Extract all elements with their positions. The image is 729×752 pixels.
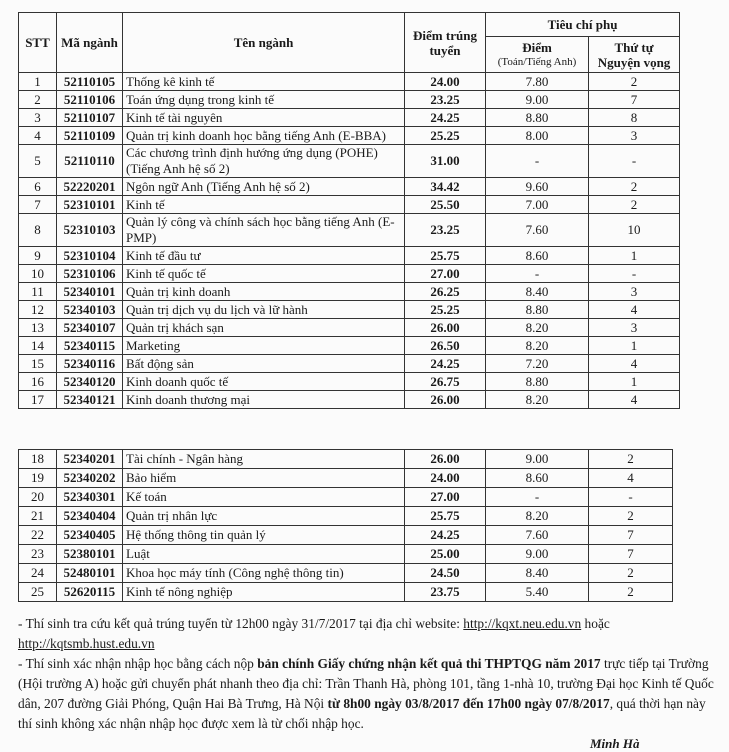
cell-order: 3 (589, 319, 680, 337)
table-row (19, 247, 680, 265)
table-top-body (19, 73, 680, 409)
cell-crit-score: 8.60 (486, 247, 589, 265)
col-header-score: Điểm trúng tuyển (405, 13, 486, 73)
cell-score: 23.75 (405, 583, 486, 602)
cell-score: 25.50 (405, 196, 486, 214)
cell-stt: 18 (19, 450, 57, 469)
cell-crit-score: 5.40 (486, 583, 589, 602)
cell-name: Ngôn ngữ Anh (Tiếng Anh hệ số 2) (123, 178, 405, 196)
cell-name: Khoa học máy tính (Công nghệ thông tin) (123, 564, 405, 583)
cell-name: Bảo hiểm (123, 469, 405, 488)
col-header-criteria: Tiêu chí phụ (486, 13, 680, 37)
cell-name: Kinh doanh quốc tế (123, 373, 405, 391)
cell-code: 52310101 (57, 196, 123, 214)
cell-stt: 12 (19, 301, 57, 319)
cell-stt: 9 (19, 247, 57, 265)
cell-score: 23.25 (405, 214, 486, 247)
table-row (19, 450, 673, 469)
col-header-crit-order (589, 37, 680, 73)
cell-crit-score: 9.00 (486, 450, 589, 469)
hust-link[interactable]: http://kqtsmb.hust.edu.vn (18, 636, 155, 651)
cell-crit-score: 8.00 (486, 127, 589, 145)
cell-order: 4 (589, 391, 680, 409)
cell-score: 26.00 (405, 319, 486, 337)
cell-order: 2 (589, 196, 680, 214)
cell-score: 26.25 (405, 283, 486, 301)
cell-stt: 2 (19, 91, 57, 109)
cell-name: Luật (123, 545, 405, 564)
note-2-end: , quá thời hạn này thí sinh không xác nhận nhập học được xem là từ chối nhập học. (18, 696, 706, 731)
cell-order: 1 (589, 247, 680, 265)
cell-crit-score: 8.40 (486, 283, 589, 301)
cell-order: 1 (589, 373, 680, 391)
cell-name: Tài chính - Ngân hàng (123, 450, 405, 469)
cell-order: 2 (589, 178, 680, 196)
cell-order: 3 (589, 127, 680, 145)
cell-name: Kinh tế tài nguyên (123, 109, 405, 127)
cell-code: 52340201 (57, 450, 123, 469)
table-row (19, 507, 673, 526)
cell-crit-score: 7.60 (486, 214, 589, 247)
cell-crit-score: 9.60 (486, 178, 589, 196)
cell-stt: 22 (19, 526, 57, 545)
table-row (19, 319, 680, 337)
cell-crit-score: 7.00 (486, 196, 589, 214)
note-2-bold-dates: từ 8h00 ngày 03/8/2017 đến 17h00 ngày 07/8/2017 (327, 696, 610, 711)
admission-table-top (18, 12, 680, 409)
cell-score: 31.00 (405, 145, 486, 178)
cell-stt: 23 (19, 545, 57, 564)
cell-order: 7 (589, 526, 673, 545)
cell-name: Quản trị kinh doanh (123, 283, 405, 301)
cell-crit-score: 8.20 (486, 337, 589, 355)
cell-crit-score: 7.60 (486, 526, 589, 545)
signature: Minh Hà (590, 736, 640, 751)
cell-code: 52340120 (57, 373, 123, 391)
cell-order: 7 (589, 91, 680, 109)
cell-stt: 16 (19, 373, 57, 391)
cell-crit-score: 7.20 (486, 355, 589, 373)
cell-stt: 11 (19, 283, 57, 301)
table-row (19, 283, 680, 301)
note-2-bold-cert: bản chính Giấy chứng nhận kết quả thi THPTQG năm 2017 (257, 656, 601, 671)
cell-order: 2 (589, 583, 673, 602)
neu-link[interactable]: http://kqxt.neu.edu.vn (463, 616, 582, 631)
crit-score-sub: (Toán/Tiếng Anh) (497, 55, 577, 68)
table-row (19, 583, 673, 602)
cell-code: 52340107 (57, 319, 123, 337)
cell-score: 27.00 (405, 488, 486, 507)
cell-order: 8 (589, 109, 680, 127)
notes-section (18, 614, 722, 734)
cell-name: Thống kê kinh tế (123, 73, 405, 91)
cell-score: 26.50 (405, 337, 486, 355)
cell-score: 24.00 (405, 73, 486, 91)
table-row (19, 109, 680, 127)
cell-crit-score: 8.40 (486, 564, 589, 583)
cell-crit-score: - (486, 488, 589, 507)
cell-score: 24.00 (405, 469, 486, 488)
cell-code: 52340115 (57, 337, 123, 355)
cell-code: 52340101 (57, 283, 123, 301)
col-header-crit-score (486, 37, 589, 73)
cell-score: 24.50 (405, 564, 486, 583)
cell-code: 52310104 (57, 247, 123, 265)
note-1-mid: hoặc (581, 616, 610, 631)
cell-crit-score: - (486, 145, 589, 178)
cell-stt: 6 (19, 178, 57, 196)
cell-code: 52110110 (57, 145, 123, 178)
cell-code: 52110105 (57, 73, 123, 91)
cell-score: 26.75 (405, 373, 486, 391)
cell-order: 4 (589, 355, 680, 373)
cell-stt: 24 (19, 564, 57, 583)
cell-stt: 25 (19, 583, 57, 602)
cell-order: - (589, 145, 680, 178)
cell-score: 25.25 (405, 301, 486, 319)
cell-code: 52340116 (57, 355, 123, 373)
cell-crit-score: 8.20 (486, 391, 589, 409)
cell-crit-score: 9.00 (486, 545, 589, 564)
cell-stt: 17 (19, 391, 57, 409)
cell-order: 2 (589, 564, 673, 583)
cell-stt: 7 (19, 196, 57, 214)
note-1 (18, 614, 722, 654)
note-2 (18, 654, 722, 734)
cell-name: Kinh tế đầu tư (123, 247, 405, 265)
cell-code: 52110107 (57, 109, 123, 127)
cell-stt: 20 (19, 488, 57, 507)
cell-order: 4 (589, 469, 673, 488)
cell-crit-score: 8.60 (486, 469, 589, 488)
cell-crit-score: 8.20 (486, 319, 589, 337)
crit-order-sub: Nguyện vọng (597, 54, 671, 70)
cell-name: Marketing (123, 337, 405, 355)
cell-order: 1 (589, 337, 680, 355)
crit-score-label: Điểm (522, 39, 552, 55)
table-row (19, 127, 680, 145)
cell-score: 34.42 (405, 178, 486, 196)
table-row (19, 214, 680, 247)
admission-table-bottom (18, 449, 673, 602)
cell-score: 27.00 (405, 265, 486, 283)
cell-order: - (589, 488, 673, 507)
cell-score: 26.00 (405, 450, 486, 469)
table-row (19, 196, 680, 214)
cell-crit-score: 9.00 (486, 91, 589, 109)
cell-crit-score: 8.20 (486, 507, 589, 526)
cell-score: 23.25 (405, 91, 486, 109)
cell-stt: 10 (19, 265, 57, 283)
cell-score: 26.00 (405, 391, 486, 409)
cell-name: Các chương trình định hướng ứng dụng (POHE) (Tiếng Anh hệ số 2) (123, 145, 405, 178)
cell-order: 4 (589, 301, 680, 319)
cell-order: 7 (589, 545, 673, 564)
cell-code: 52310106 (57, 265, 123, 283)
cell-order: 2 (589, 73, 680, 91)
table-row (19, 91, 680, 109)
col-header-stt: STT (19, 13, 57, 73)
table-row (19, 355, 680, 373)
cell-code: 52340405 (57, 526, 123, 545)
cell-score: 25.75 (405, 507, 486, 526)
cell-stt: 5 (19, 145, 57, 178)
cell-score: 24.25 (405, 526, 486, 545)
cell-stt: 4 (19, 127, 57, 145)
cell-name: Quản trị nhân lực (123, 507, 405, 526)
cell-stt: 8 (19, 214, 57, 247)
cell-name: Kế toán (123, 488, 405, 507)
table-row (19, 265, 680, 283)
cell-stt: 14 (19, 337, 57, 355)
cell-stt: 13 (19, 319, 57, 337)
cell-code: 52310103 (57, 214, 123, 247)
cell-name: Quản trị kinh doanh học bằng tiếng Anh (E-BBA) (123, 127, 405, 145)
note-2-text: - Thí sinh xác nhận nhập học bằng cách nộp (18, 656, 258, 671)
cell-score: 25.75 (405, 247, 486, 265)
cell-name: Quản trị khách sạn (123, 319, 405, 337)
col-header-code: Mã ngành (57, 13, 123, 73)
crit-order-label: Thứ tự (614, 39, 654, 55)
cell-crit-score: 8.80 (486, 109, 589, 127)
table-row (19, 488, 673, 507)
cell-code: 52110106 (57, 91, 123, 109)
cell-score: 25.00 (405, 545, 486, 564)
cell-crit-score: - (486, 265, 589, 283)
table-row (19, 373, 680, 391)
cell-name: Toán ứng dụng trong kinh tế (123, 91, 405, 109)
col-header-name: Tên ngành (123, 13, 405, 73)
table-row (19, 469, 673, 488)
cell-name: Hệ thống thông tin quản lý (123, 526, 405, 545)
cell-score: 24.25 (405, 109, 486, 127)
cell-code: 52480101 (57, 564, 123, 583)
note-1-text: - Thí sinh tra cứu kết quả trúng tuyển từ 12h00 ngày 31/7/2017 tại địa chỉ website: (18, 616, 464, 631)
cell-code: 52340202 (57, 469, 123, 488)
cell-order: 2 (589, 450, 673, 469)
cell-name: Bất động sản (123, 355, 405, 373)
cell-code: 52380101 (57, 545, 123, 564)
table-row (19, 526, 673, 545)
table-row (19, 301, 680, 319)
cell-crit-score: 7.80 (486, 73, 589, 91)
cell-name: Kinh tế nông nghiệp (123, 583, 405, 602)
cell-stt: 15 (19, 355, 57, 373)
cell-crit-score: 8.80 (486, 373, 589, 391)
cell-stt: 21 (19, 507, 57, 526)
table-row (19, 178, 680, 196)
cell-order: 3 (589, 283, 680, 301)
cell-code: 52340404 (57, 507, 123, 526)
cell-code: 52220201 (57, 178, 123, 196)
cell-order: - (589, 265, 680, 283)
note-2-address: trực tiếp tại Trường (Hội trường A) hoặc gửi chuyển phát nhanh theo địa chỉ: Trần Thanh Hà, phòng 101, tầng 1-nhà 10, trường Đại học Kinh tế Quốc dân, 207 đường Giải Phóng, Quận Hai Bà Trưng, Hà Nội (18, 656, 714, 711)
cell-code: 52340121 (57, 391, 123, 409)
cell-order: 10 (589, 214, 680, 247)
table-row (19, 564, 673, 583)
table-row (19, 337, 680, 355)
table-bottom-body (19, 450, 673, 602)
cell-name: Quản trị dịch vụ du lịch và lữ hành (123, 301, 405, 319)
cell-code: 52110109 (57, 127, 123, 145)
table-row (19, 145, 680, 178)
cell-stt: 1 (19, 73, 57, 91)
cell-code: 52340301 (57, 488, 123, 507)
cell-code: 52340103 (57, 301, 123, 319)
table-row (19, 545, 673, 564)
table-row (19, 391, 680, 409)
cell-name: Kinh tế (123, 196, 405, 214)
cell-order: 2 (589, 507, 673, 526)
cell-score: 25.25 (405, 127, 486, 145)
cell-name: Kinh tế quốc tế (123, 265, 405, 283)
table-row (19, 73, 680, 91)
cell-code: 52620115 (57, 583, 123, 602)
cell-stt: 3 (19, 109, 57, 127)
cell-crit-score: 8.80 (486, 301, 589, 319)
cell-stt: 19 (19, 469, 57, 488)
cell-name: Kinh doanh thương mại (123, 391, 405, 409)
cell-name: Quản lý công và chính sách học bằng tiếng Anh (E-PMP) (123, 214, 405, 247)
cell-score: 24.25 (405, 355, 486, 373)
